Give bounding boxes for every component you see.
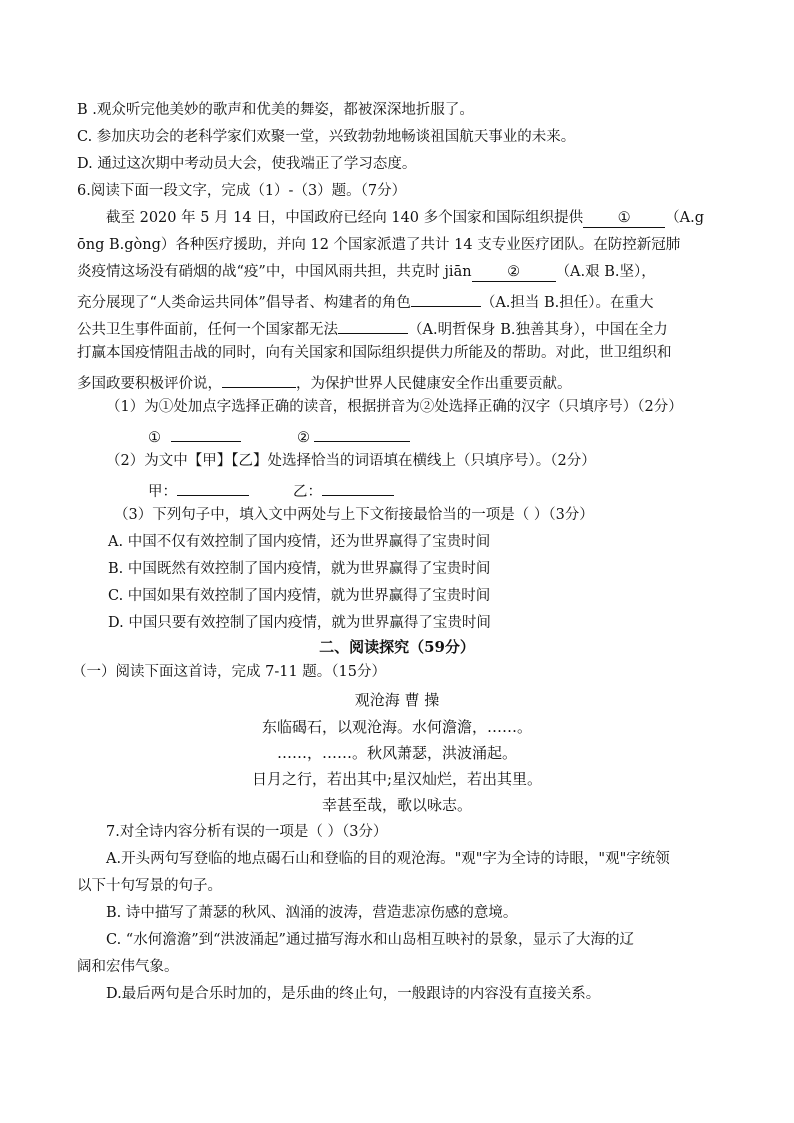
q6-paragraph-line-5 <box>77 316 668 340</box>
q7-option-c-line-1: C. “水何澹澹”到“洪波涌起”通过描写海水和山岛相互映衬的景象，显示了大海的辽 <box>106 932 634 948</box>
answer-label-yi: 乙： <box>293 484 322 500</box>
poem-line-2: ……，……。秋风萧瑟，洪波涌起。 <box>276 744 517 762</box>
q6-paragraph-line-1 <box>106 208 704 228</box>
answer-blank-1 <box>171 424 241 442</box>
q6-text: （A.明哲保身 B.独善其身），中国在全力 <box>408 322 668 338</box>
blank-sentence <box>222 370 296 388</box>
blank-jia <box>411 289 481 307</box>
q6-paragraph-line-7 <box>77 370 572 394</box>
q6-text: 充分展现了“人类命运共同体”倡导者、构建者的角色 <box>77 295 411 311</box>
q6-option-d: D. 中国只要有效控制了国内疫情，就为世界赢得了宝贵时间 <box>108 615 491 631</box>
q6-sub2: （2）为文中【甲】【乙】处选择恰当的词语填在横线上（只填序号）。（2分） <box>106 453 596 469</box>
section-heading: 二、阅读探究（59分） <box>319 638 475 656</box>
q7-option-b: B. 诗中描写了萧瑟的秋风、汹涌的波涛，营造悲凉伤感的意境。 <box>106 905 518 921</box>
blank-2: ② <box>472 264 556 282</box>
q7-option-a-line-2: 以下十句写景的句子。 <box>77 878 222 894</box>
q5-option-d: D. 通过这次期中考动员大会，使我端正了学习态度。 <box>77 156 417 172</box>
q6-sub2-answers <box>148 478 394 502</box>
q6-text: （A.g <box>665 210 704 226</box>
q5-option-b: B .观众听完他美妙的歌声和优美的舞姿，都被深深地折服了。 <box>77 102 474 118</box>
q5-option-c: C. 参加庆功会的老科学家们欢聚一堂，兴致勃勃地畅谈祖国航天事业的未来。 <box>77 129 576 145</box>
poem-title: 观沧海 曹 操 <box>354 691 440 709</box>
poem-line-4: 幸甚至哉，歌以咏志。 <box>321 796 472 814</box>
poem-line-3: 日月之行，若出其中;星汉灿烂，若出其里。 <box>251 770 543 788</box>
q6-paragraph-line-3 <box>77 262 656 282</box>
answer-blank-2 <box>314 424 410 442</box>
q6-paragraph-line-6: 打赢本国疫情阻击战的同时，向有关国家和国际组织提供力所能及的帮助。对此，世卫组织和 <box>77 345 672 361</box>
q6-sub3: （3）下列句子中，填入文中两处与上下文衔接最恰当的一项是（ ）（3分） <box>114 507 594 523</box>
q6-option-b: B. 中国既然有效控制了国内疫情，就为世界赢得了宝贵时间 <box>108 561 491 577</box>
q7-title: 7.对全诗内容分析有误的一项是（ ）（3分） <box>106 824 388 840</box>
q6-text: ，为保护世界人民健康安全作出重要贡献。 <box>296 376 572 392</box>
q6-text: 公共卫生事件面前，任何一个国家都无法 <box>77 322 338 338</box>
answer-blank-yi <box>322 478 394 496</box>
blank-1: ① <box>583 210 665 228</box>
q6-text: 多国政要积极评价说， <box>77 376 222 392</box>
section-part-1: （一）阅读下面这首诗，完成 7-11 题。（15分） <box>72 664 386 680</box>
answer-label-1: ① <box>148 430 161 446</box>
q7-option-a-line-1: A.开头两句写登临的地点碣石山和登临的目的观沧海。"观"字为全诗的诗眼，"观"字统领 <box>106 851 670 867</box>
q6-sub1: （1）为①处加点字选择正确的读音，根据拼音为②处选择正确的汉字（只填序号）（2分） <box>106 399 683 415</box>
answer-blank-jia <box>177 478 249 496</box>
q6-paragraph-line-2: ōng B.gòng）各种医疗援助，并向 12 个国家派遣了共计 14 支专业医疗团队。在防控新冠肺 <box>77 237 681 253</box>
blank-yi <box>338 316 408 334</box>
q6-text: 炎疫情这场没有硝烟的战“疫”中，中国风雨共担，共克时 jiān <box>77 264 472 280</box>
answer-label-2: ② <box>297 430 310 446</box>
answer-label-jia: 甲： <box>148 484 177 500</box>
q6-text: （A.艰 B.坚）， <box>555 264 656 280</box>
q6-sub1-answers <box>148 424 410 448</box>
poem-line-1: 东临碣石，以观沧海。水何澹澹，……。 <box>261 718 532 736</box>
q7-option-c-line-2: 阔和宏伟气象。 <box>77 959 179 975</box>
q6-option-c: C. 中国如果有效控制了国内疫情，就为世界赢得了宝贵时间 <box>108 588 491 604</box>
q7-option-d: D.最后两句是合乐时加的，是乐曲的终止句，一般跟诗的内容没有直接关系。 <box>106 986 601 1002</box>
q6-option-a: A. 中国不仅有效控制了国内疫情，还为世界赢得了宝贵时间 <box>108 534 491 550</box>
q6-paragraph-line-4 <box>77 289 654 313</box>
q6-text: （A.担当 B.担任）。在重大 <box>480 295 654 311</box>
q6-text: 截至 2020 年 5 月 14 日，中国政府已经向 140 多个国家和国际组织提供 <box>106 210 584 226</box>
q6-title: 6.阅读下面一段文字，完成（1）-（3）题。（7分） <box>77 183 407 199</box>
